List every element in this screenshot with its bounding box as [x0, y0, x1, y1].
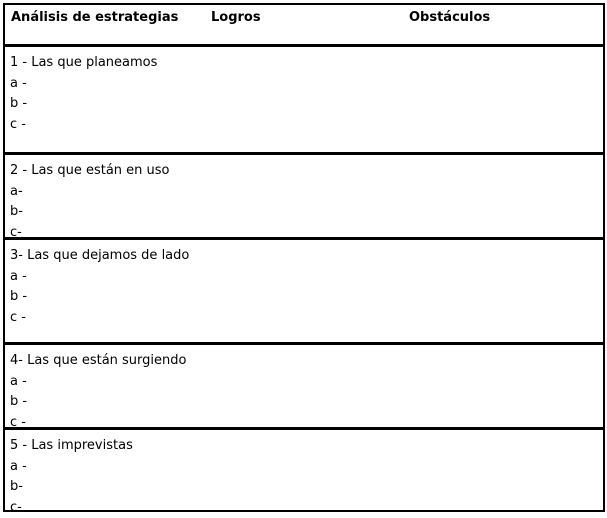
row-item: a - — [10, 74, 157, 95]
row-title: 1 - Las que planeamos — [10, 53, 157, 74]
row-title: 5 - Las imprevistas — [10, 436, 133, 457]
table-row — [3, 153, 605, 239]
row-cell-analisis — [10, 161, 170, 243]
table-header-row — [3, 3, 605, 46]
row-item: b- — [10, 477, 133, 498]
header-analisis: Análisis de estrategias — [11, 10, 178, 25]
row-item: c - — [10, 413, 186, 434]
header-logros: Logros — [211, 10, 261, 25]
row-item: c- — [10, 498, 133, 518]
row-item: b- — [10, 202, 170, 223]
table-row — [3, 428, 605, 512]
row-cell-analisis — [10, 436, 133, 518]
row-item: a - — [10, 457, 133, 478]
row-cell-analisis — [10, 246, 189, 328]
row-item: a- — [10, 182, 170, 203]
row-cell-analisis — [10, 53, 157, 135]
row-item: c - — [10, 308, 189, 329]
row-item: a - — [10, 267, 189, 288]
row-item: b - — [10, 287, 189, 308]
table-row — [3, 45, 605, 154]
table-row — [3, 238, 605, 344]
row-cell-analisis — [10, 351, 186, 433]
row-item: b - — [10, 94, 157, 115]
row-title: 4- Las que están surgiendo — [10, 351, 186, 372]
header-obstaculos: Obstáculos — [409, 10, 490, 25]
row-item: b - — [10, 392, 186, 413]
row-item: c- — [10, 223, 170, 244]
row-item: a - — [10, 372, 186, 393]
row-title: 2 - Las que están en uso — [10, 161, 170, 182]
strategy-analysis-table — [3, 3, 603, 510]
row-title: 3- Las que dejamos de lado — [10, 246, 189, 267]
row-item: c - — [10, 115, 157, 136]
table-row — [3, 343, 605, 429]
